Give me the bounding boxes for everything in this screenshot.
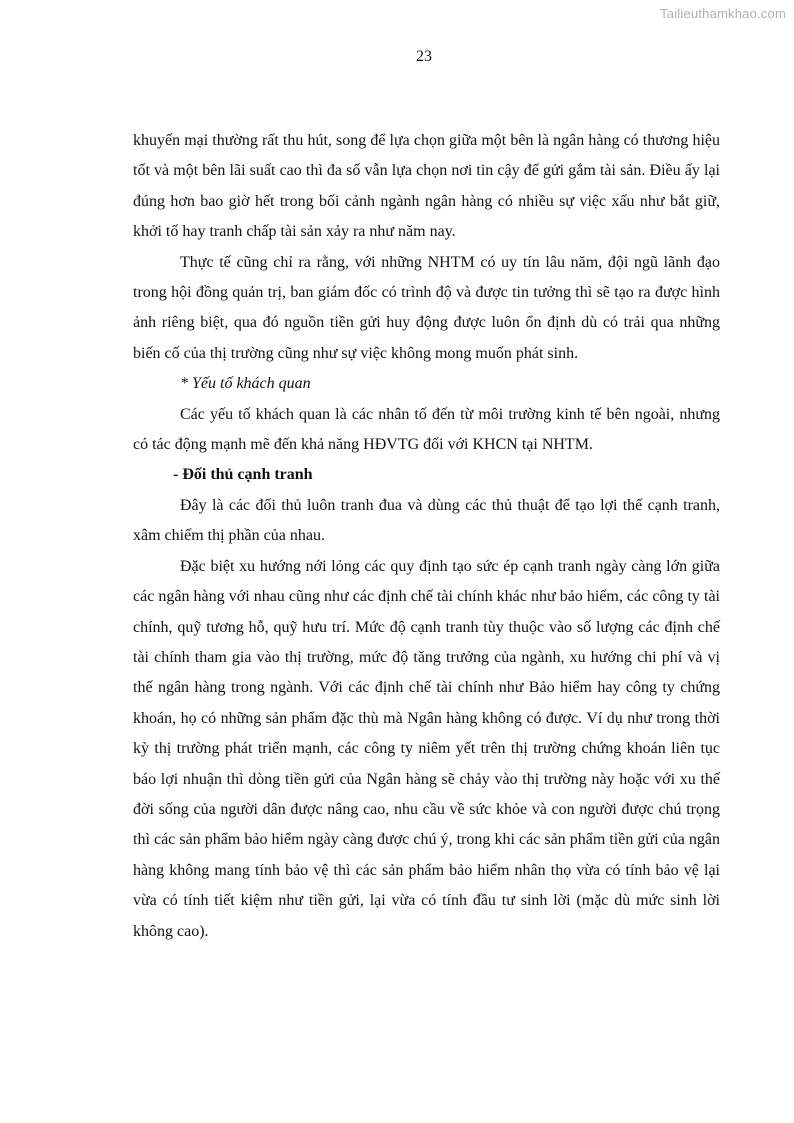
section-heading-objective-factors: * Yếu tố khách quan	[180, 375, 311, 393]
paragraph-competitors-intro: Đây là các đối thủ luôn tranh đua và dùng các thủ thuật để tạo lợi thế cạnh tranh, xâm chiếm thị phần của nhau.	[133, 496, 720, 545]
paragraph-reputation: Thực tế cũng chỉ ra rằng, với những NHTM có uy tín lâu năm, đội ngũ lãnh đạo trong hội đồng quản trị, ban giám đốc có trình độ và được tin tưởng thì sẽ tạo ra được hình ảnh riêng biệt, qua đó nguồn tiền gửi huy động được luôn ổn định dù có trải qua những biến cố của thị trường cũng như sự việc không mong muốn phát sinh.	[133, 253, 720, 362]
watermark-text: Tailieuthamkhao.com	[660, 6, 786, 21]
paragraph-continuation: khuyến mại thường rất thu hút, song để lựa chọn giữa một bên là ngân hàng có thương hiệu tốt và một bên lãi suất cao thì đa số vẫn lựa chọn nơi tin cậy để gửi gắm tài sản. Điều ấy lại đúng hơn bao giờ hết trong bối cảnh ngành ngân hàng có nhiều sự việc xấu như bắt giữ, khởi tố hay tranh chấp tài sản xảy ra như năm nay.	[133, 132, 720, 241]
subsection-heading-competitors: - Đối thủ cạnh tranh	[173, 466, 313, 484]
paragraph-competition-trend: Đặc biệt xu hướng nới lỏng các quy định tạo sức ép cạnh tranh ngày càng lớn giữa các ngân hàng với nhau cũng như các định chế tài chính khác như bảo hiểm, các công ty tài chính, quỹ tương hỗ, quỹ hưu trí. Mức độ cạnh tranh tùy thuộc vào số lượng các định chế tài chính tham gia vào thị trường, mức độ tăng trưởng của ngành, xu hướng chi phí và vị thế ngân hàng trong ngành. Với các định chế tài chính như Bảo hiểm hay công ty chứng khoán, họ có những sản phẩm đặc thù mà Ngân hàng không có được. Ví dụ như trong thời kỳ thị trường phát triển mạnh, các công ty niêm yết trên thị trường chứng khoán liên tục báo lợi nhuận thì dòng tiền gửi của Ngân hàng sẽ chảy vào thị trường này hoặc với xu thế đời sống của người dân được nâng cao, nhu cầu về sức khỏe và con người được chú trọng thì các sản phẩm bảo hiểm ngày càng được chú ý, trong khi các sản phẩm tiền gửi của ngân hàng không mang tính bảo vệ thì các sản phẩm bảo hiểm nhân thọ vừa có tính bảo vệ lại vừa có tính tiết kiệm như tiền gửi, lại vừa có tính đầu tư sinh lời (mặc dù mức sinh lời không cao).	[133, 557, 720, 940]
page-number: 23	[416, 48, 432, 65]
paragraph-objective-factors: Các yếu tố khách quan là các nhân tố đến từ môi trường kinh tế bên ngoài, nhưng có tác động mạnh mẽ đến khả năng HĐVTG đối với KHCN tại NHTM.	[133, 405, 720, 454]
document-body	[133, 126, 720, 947]
